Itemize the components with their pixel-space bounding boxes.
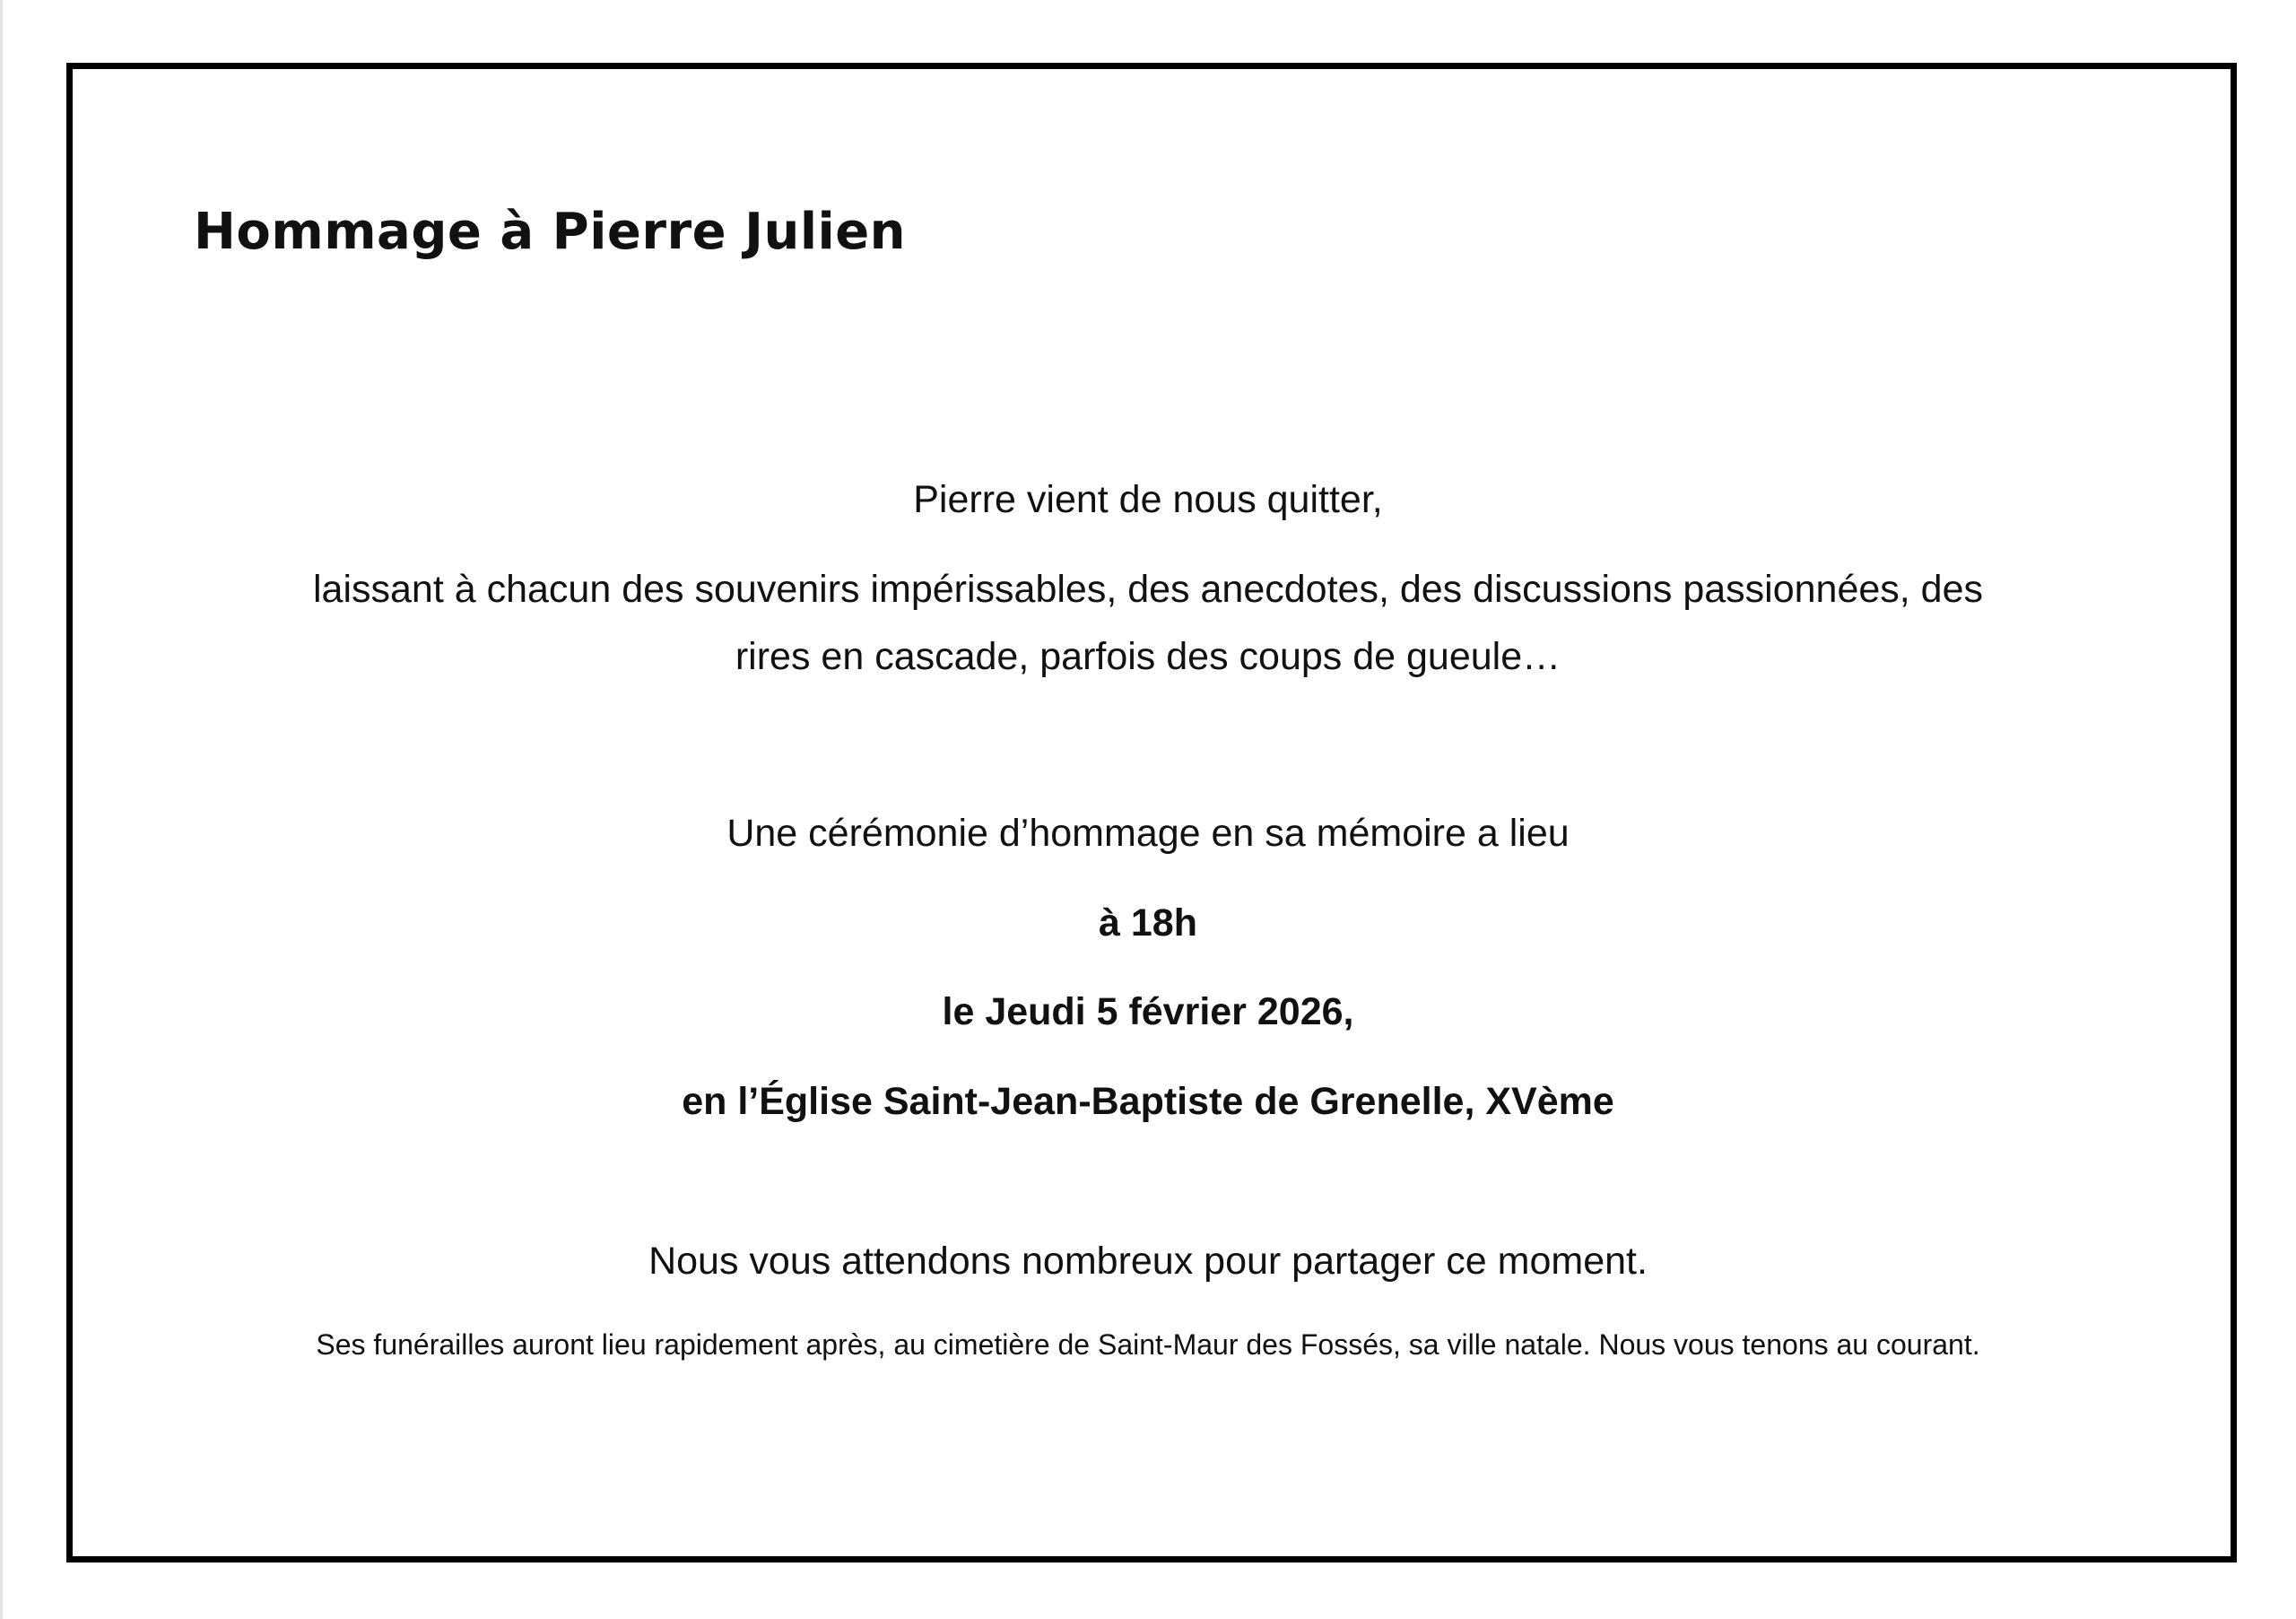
text-line-ceremony: Une cérémonie d’hommage en sa mémoire a lieu [726,812,1570,855]
page-title: Hommage à Pierre Julien [194,203,907,261]
text-line-time: à 18h [1099,901,1197,944]
text-line-intro: Pierre vient de nous quitter, [913,478,1383,521]
text-line-invitation: Nous vous attendons nombreux pour partager ce moment. [648,1240,1648,1283]
text-line-date: le Jeudi 5 février 2026, [942,990,1354,1033]
text-line-funeral-note: Ses funérailles auront lieu rapidement après, au cimetière de Saint-Maur des Fossés, sa ville natale. Nous vous tenons au courant. [316,1328,1980,1361]
text-line-memories-1: laissant à chacun des souvenirs impérissables, des anecdotes, des discussions passionnées, des [313,568,1983,611]
text-line-location: en l’Église Saint-Jean-Baptiste de Grenelle, XVème [682,1080,1614,1123]
page-edge [0,0,3,1619]
text-line-memories-2: rires en cascade, parfois des coups de gueule… [735,635,1561,678]
